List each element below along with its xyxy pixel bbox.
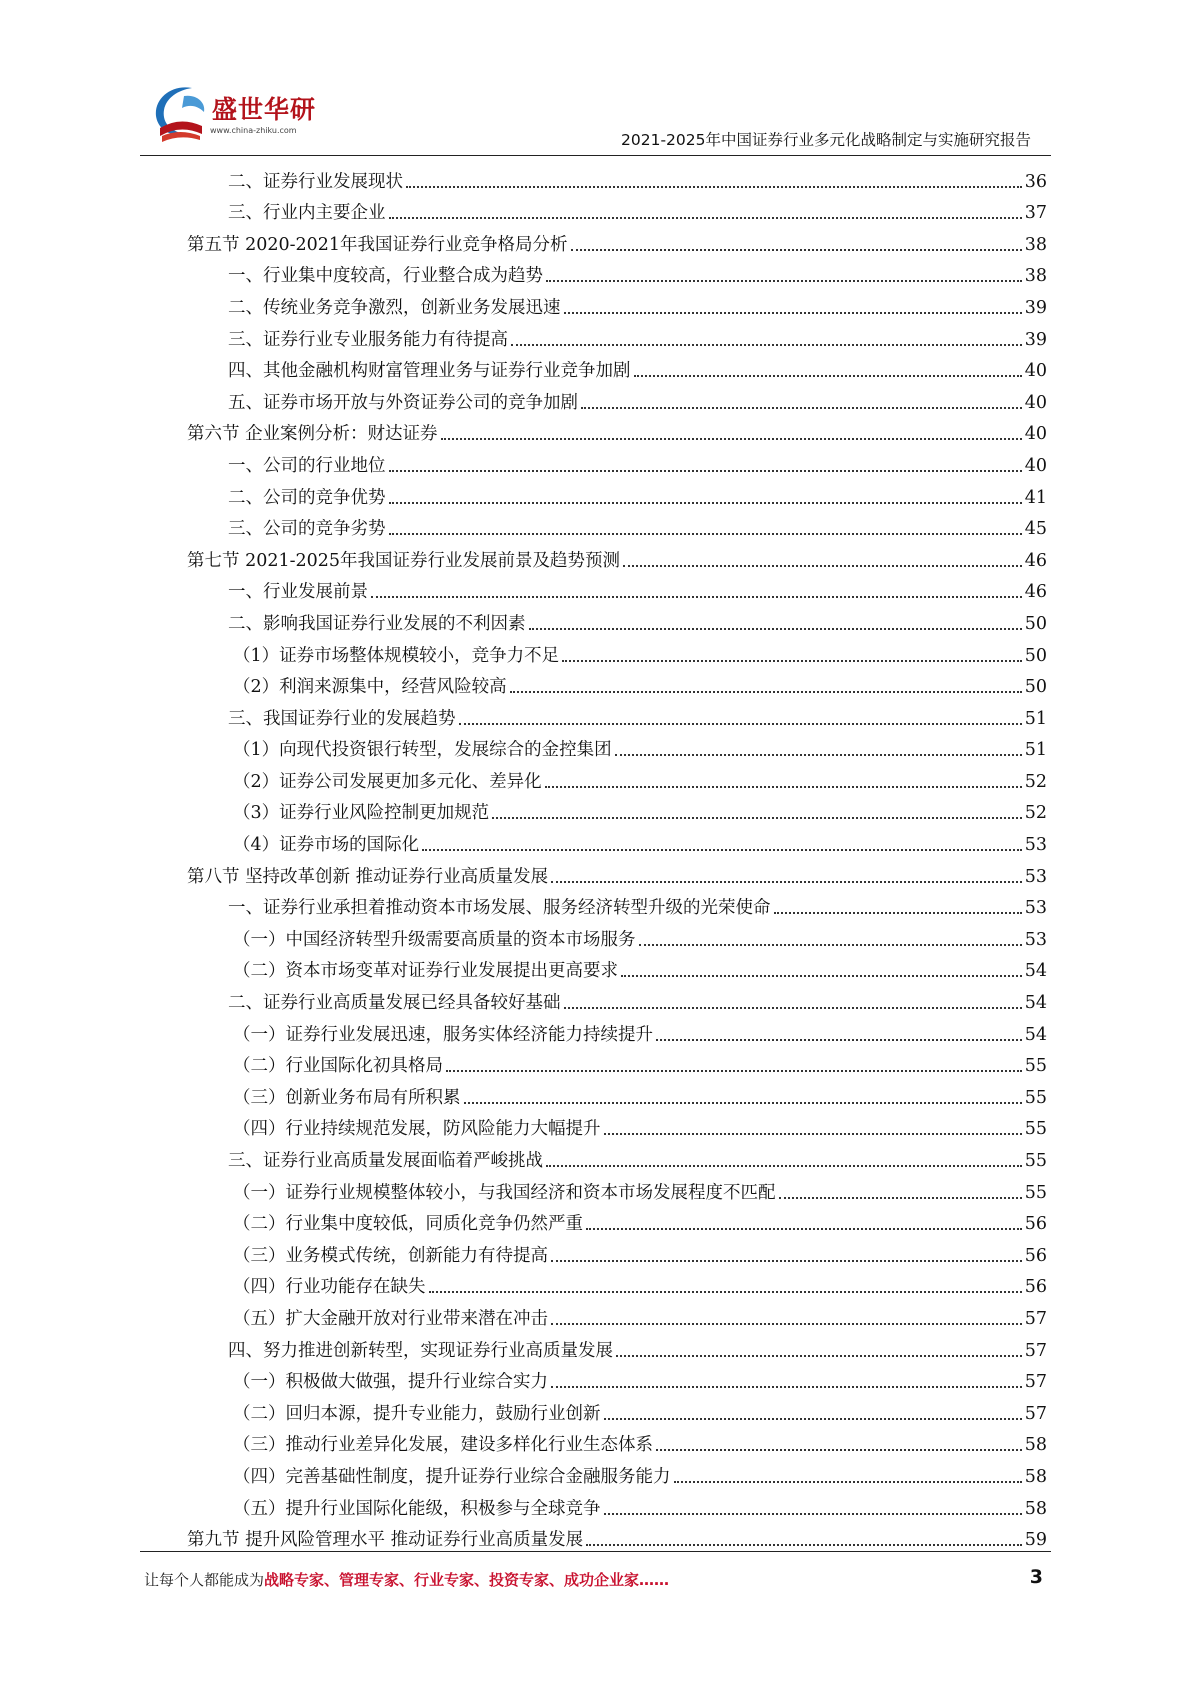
toc-entry-title: （三）业务模式传统，创新能力有待提高 bbox=[233, 1245, 548, 1266]
toc-dot-leader bbox=[615, 754, 1022, 756]
toc-dot-leader bbox=[511, 344, 1022, 346]
toc-dot-leader bbox=[389, 502, 1022, 504]
toc-entry[interactable] bbox=[187, 415, 1047, 447]
toc-dot-leader bbox=[586, 1228, 1022, 1230]
toc-entry-title: 第八节 坚持改革创新 推动证券行业高质量发展 bbox=[187, 866, 549, 887]
toc-entry[interactable] bbox=[187, 1489, 1047, 1521]
toc-dot-leader bbox=[634, 375, 1022, 377]
toc-entry[interactable] bbox=[187, 636, 1047, 668]
toc-entry-title: （一）证券行业规模整体较小，与我国经济和资本市场发展程度不匹配 bbox=[233, 1182, 776, 1203]
toc-dot-leader bbox=[546, 280, 1022, 282]
toc-dot-leader bbox=[621, 975, 1022, 977]
toc-entry-title: 第六节 企业案例分析：财达证券 bbox=[187, 424, 438, 445]
logo-emblem-icon bbox=[148, 82, 212, 146]
toc-entry[interactable] bbox=[187, 1521, 1047, 1553]
toc-entry-title: （二）行业国际化初具格局 bbox=[233, 1056, 443, 1077]
toc-entry[interactable] bbox=[187, 1236, 1047, 1268]
toc-entry-title: （四）行业持续规范发展，防风险能力大幅提升 bbox=[233, 1119, 601, 1140]
toc-entry-title: （一）中国经济转型升级需要高质量的资本市场服务 bbox=[233, 929, 636, 950]
toc-entry-page: 52 bbox=[1024, 803, 1047, 824]
toc-entry-title: 一、行业发展前景 bbox=[228, 582, 368, 603]
toc-dot-leader bbox=[464, 1102, 1022, 1104]
toc-entry[interactable] bbox=[187, 920, 1047, 952]
report-title: 2021-2025年中国证券行业多元化战略制定与实施研究报告 bbox=[621, 131, 1031, 149]
toc-dot-leader bbox=[623, 565, 1022, 567]
toc-dot-leader bbox=[564, 312, 1022, 314]
toc-dot-leader bbox=[581, 407, 1022, 409]
toc-entry-page: 58 bbox=[1024, 1435, 1047, 1456]
toc-entry[interactable] bbox=[187, 1141, 1047, 1173]
toc-entry[interactable] bbox=[187, 162, 1047, 194]
toc-dot-leader bbox=[389, 217, 1022, 219]
toc-entry-title: 二、公司的竞争优势 bbox=[228, 487, 386, 508]
toc-entry-page: 58 bbox=[1024, 1498, 1047, 1519]
toc-entry-page: 39 bbox=[1024, 297, 1047, 318]
toc-entry-title: （四）完善基础性制度，提升证券行业综合金融服务能力 bbox=[233, 1466, 671, 1487]
toc-entry-page: 58 bbox=[1024, 1466, 1047, 1487]
toc-entry[interactable] bbox=[187, 320, 1047, 352]
toc-entry-title: （三）推动行业差异化发展，建设多样化行业生态体系 bbox=[233, 1435, 653, 1456]
toc-entry-page: 55 bbox=[1024, 1151, 1047, 1171]
toc-entry[interactable] bbox=[187, 762, 1047, 794]
table-of-contents bbox=[187, 162, 1047, 1552]
toc-entry[interactable] bbox=[187, 1173, 1047, 1205]
toc-entry-page: 55 bbox=[1024, 1119, 1047, 1140]
toc-entry[interactable] bbox=[187, 1205, 1047, 1237]
toc-entry[interactable] bbox=[187, 1015, 1047, 1047]
toc-entry[interactable] bbox=[187, 952, 1047, 984]
toc-entry[interactable] bbox=[187, 857, 1047, 889]
toc-entry[interactable] bbox=[187, 383, 1047, 415]
toc-dot-leader bbox=[639, 944, 1022, 946]
toc-entry-page: 57 bbox=[1024, 1308, 1047, 1329]
toc-entry[interactable] bbox=[187, 1299, 1047, 1331]
toc-entry-page: 38 bbox=[1024, 266, 1047, 287]
toc-entry-page: 57 bbox=[1024, 1403, 1047, 1424]
toc-entry[interactable] bbox=[187, 794, 1047, 826]
brand-name: 盛世华研 bbox=[212, 95, 317, 124]
toc-entry-page: 37 bbox=[1024, 203, 1047, 224]
toc-entry-title: 一、证券行业承担着推动资本市场发展、服务经济转型升级的光荣使命 bbox=[228, 898, 771, 919]
toc-entry-page: 36 bbox=[1024, 171, 1047, 192]
toc-entry[interactable] bbox=[187, 573, 1047, 605]
toc-entry-title: 一、行业集中度较高，行业整合成为趋势 bbox=[228, 266, 543, 287]
toc-entry[interactable] bbox=[187, 1426, 1047, 1458]
toc-dot-leader bbox=[551, 1386, 1022, 1388]
toc-entry-title: 二、证券行业高质量发展已经具备较好基础 bbox=[228, 993, 561, 1014]
toc-entry-page: 38 bbox=[1024, 234, 1047, 255]
toc-entry-title: （1）向现代投资银行转型，发展综合的金控集团 bbox=[233, 740, 612, 761]
toc-entry-title: （五）提升行业国际化能级，积极参与全球竞争 bbox=[233, 1498, 601, 1519]
toc-entry-title: 四、努力推进创新转型，实现证券行业高质量发展 bbox=[228, 1340, 613, 1361]
toc-entry-page: 40 bbox=[1024, 424, 1047, 445]
toc-dot-leader bbox=[616, 1355, 1022, 1357]
toc-entry-title: （1）证券市场整体规模较小，竞争力不足 bbox=[233, 645, 560, 666]
toc-entry[interactable] bbox=[187, 668, 1047, 700]
toc-entry[interactable] bbox=[187, 478, 1047, 510]
toc-entry-page: 52 bbox=[1024, 771, 1047, 792]
toc-entry[interactable] bbox=[187, 510, 1047, 542]
toc-entry-page: 56 bbox=[1024, 1277, 1047, 1298]
toc-dot-leader bbox=[446, 1070, 1022, 1072]
footer-slogan-highlight: 战略专家、管理专家、行业专家、投资专家、成功企业家…… bbox=[264, 1571, 670, 1589]
toc-dot-leader bbox=[564, 1007, 1022, 1009]
toc-entry-title: 二、传统业务竞争激烈，创新业务发展迅速 bbox=[228, 297, 561, 318]
toc-entry-title: （二）回归本源，提升专业能力，鼓励行业创新 bbox=[233, 1403, 601, 1424]
toc-entry-page: 57 bbox=[1024, 1372, 1047, 1393]
toc-entry-title: （二）资本市场变革对证券行业发展提出更高要求 bbox=[233, 961, 618, 982]
toc-dot-leader bbox=[604, 1513, 1022, 1515]
toc-entry-page: 53 bbox=[1024, 866, 1047, 887]
toc-dot-leader bbox=[371, 596, 1022, 598]
toc-dot-leader bbox=[586, 1544, 1022, 1546]
toc-dot-leader bbox=[674, 1481, 1022, 1483]
toc-entry[interactable] bbox=[187, 257, 1047, 289]
header-divider bbox=[140, 155, 1051, 156]
toc-dot-leader bbox=[422, 849, 1022, 851]
toc-dot-leader bbox=[656, 1039, 1022, 1041]
toc-dot-leader bbox=[389, 470, 1022, 472]
toc-entry[interactable] bbox=[187, 1457, 1047, 1489]
toc-entry-page: 54 bbox=[1024, 961, 1047, 982]
toc-dot-leader bbox=[779, 1197, 1022, 1199]
toc-dot-leader bbox=[562, 660, 1022, 662]
toc-entry-title: 三、我国证券行业的发展趋势 bbox=[228, 708, 456, 729]
toc-entry-title: 第五节 2020-2021年我国证券行业竞争格局分析 bbox=[187, 234, 568, 255]
footer-divider bbox=[140, 1551, 1051, 1552]
toc-entry-title: 第九节 提升风险管理水平 推动证券行业高质量发展 bbox=[187, 1530, 584, 1551]
toc-entry[interactable] bbox=[187, 446, 1047, 478]
toc-entry[interactable] bbox=[187, 604, 1047, 636]
toc-entry-title: （一）证券行业发展迅速，服务实体经济能力持续提升 bbox=[233, 1024, 653, 1045]
footer-slogan bbox=[144, 1569, 669, 1590]
toc-entry[interactable] bbox=[187, 1268, 1047, 1300]
toc-entry-page: 53 bbox=[1024, 835, 1047, 856]
toc-dot-leader bbox=[510, 691, 1022, 693]
toc-entry-page: 53 bbox=[1024, 898, 1047, 919]
toc-entry-title: （3）证券行业风险控制更加规范 bbox=[233, 803, 490, 824]
toc-entry-title: （2）利润来源集中，经营风险较高 bbox=[233, 677, 507, 698]
toc-entry-page: 57 bbox=[1024, 1340, 1047, 1361]
toc-entry-title: 四、其他金融机构财富管理业务与证券行业竞争加剧 bbox=[228, 361, 631, 382]
toc-entry-page: 54 bbox=[1024, 993, 1047, 1014]
toc-entry-title: （4）证券市场的国际化 bbox=[233, 835, 420, 856]
brand-url: www.china-zhiku.com bbox=[210, 126, 297, 135]
toc-entry-title: （五）扩大金融开放对行业带来潜在冲击 bbox=[233, 1308, 548, 1329]
company-logo bbox=[148, 82, 318, 154]
toc-dot-leader bbox=[429, 1291, 1022, 1293]
toc-dot-leader bbox=[774, 912, 1022, 914]
toc-dot-leader bbox=[545, 786, 1022, 788]
toc-entry-page: 40 bbox=[1024, 455, 1047, 476]
toc-dot-leader bbox=[551, 1323, 1022, 1325]
toc-entry[interactable] bbox=[187, 225, 1047, 257]
toc-entry-page: 41 bbox=[1024, 487, 1047, 508]
toc-entry[interactable] bbox=[187, 983, 1047, 1015]
toc-dot-leader bbox=[406, 186, 1022, 188]
toc-entry-page: 50 bbox=[1024, 613, 1047, 634]
toc-dot-leader bbox=[604, 1133, 1022, 1135]
toc-entry[interactable] bbox=[187, 1078, 1047, 1110]
toc-entry-page: 40 bbox=[1024, 392, 1047, 413]
toc-entry[interactable] bbox=[187, 1331, 1047, 1363]
toc-entry-title: 三、证券行业高质量发展面临着严峻挑战 bbox=[228, 1151, 543, 1171]
toc-entry-page: 39 bbox=[1024, 329, 1047, 350]
toc-entry-page: 46 bbox=[1024, 550, 1047, 571]
toc-entry-page: 45 bbox=[1024, 519, 1047, 540]
toc-entry[interactable] bbox=[187, 1363, 1047, 1395]
toc-entry[interactable] bbox=[187, 731, 1047, 763]
toc-entry-title: 一、公司的行业地位 bbox=[228, 455, 386, 476]
toc-entry-page: 55 bbox=[1024, 1182, 1047, 1203]
toc-entry-title: （三）创新业务布局有所积累 bbox=[233, 1087, 461, 1108]
toc-dot-leader bbox=[546, 1165, 1022, 1167]
toc-entry-page: 40 bbox=[1024, 361, 1047, 382]
toc-entry-title: 三、行业内主要企业 bbox=[228, 203, 386, 224]
toc-entry-page: 53 bbox=[1024, 929, 1047, 950]
toc-entry[interactable] bbox=[187, 1394, 1047, 1426]
toc-dot-leader bbox=[389, 533, 1022, 535]
toc-dot-leader bbox=[571, 249, 1022, 251]
toc-entry[interactable] bbox=[187, 699, 1047, 731]
toc-entry-page: 55 bbox=[1024, 1056, 1047, 1077]
toc-entry-title: （一）积极做大做强，提升行业综合实力 bbox=[233, 1372, 548, 1393]
toc-entry-page: 50 bbox=[1024, 677, 1047, 698]
toc-entry-title: 第七节 2021-2025年我国证券行业发展前景及趋势预测 bbox=[187, 550, 621, 571]
toc-entry-title: （四）行业功能存在缺失 bbox=[233, 1277, 426, 1298]
toc-dot-leader bbox=[551, 881, 1022, 883]
toc-entry-page: 56 bbox=[1024, 1245, 1047, 1266]
toc-entry[interactable] bbox=[187, 288, 1047, 320]
toc-entry[interactable] bbox=[187, 889, 1047, 921]
toc-entry-page: 51 bbox=[1024, 740, 1047, 761]
toc-dot-leader bbox=[441, 438, 1022, 440]
toc-entry-page: 46 bbox=[1024, 582, 1047, 603]
toc-entry[interactable] bbox=[187, 1047, 1047, 1079]
toc-dot-leader bbox=[604, 1418, 1022, 1420]
toc-entry[interactable] bbox=[187, 825, 1047, 857]
toc-entry-title: 五、证券市场开放与外资证券公司的竞争加剧 bbox=[228, 392, 578, 413]
toc-entry[interactable] bbox=[187, 541, 1047, 573]
page-number: 3 bbox=[1029, 1566, 1043, 1588]
toc-entry-page: 51 bbox=[1024, 708, 1047, 729]
toc-entry-title: 三、公司的竞争劣势 bbox=[228, 519, 386, 540]
toc-dot-leader bbox=[459, 723, 1022, 725]
toc-entry-page: 59 bbox=[1024, 1530, 1047, 1551]
toc-dot-leader bbox=[492, 817, 1022, 819]
footer-slogan-prefix: 让每个人都能成为 bbox=[144, 1571, 265, 1589]
toc-entry[interactable] bbox=[187, 194, 1047, 226]
toc-dot-leader bbox=[656, 1449, 1022, 1451]
toc-entry-title: （二）行业集中度较低，同质化竞争仍然严重 bbox=[233, 1214, 583, 1235]
toc-dot-leader bbox=[529, 628, 1022, 630]
toc-entry-title: 二、影响我国证券行业发展的不利因素 bbox=[228, 613, 526, 634]
toc-entry-title: （2）证券公司发展更加多元化、差异化 bbox=[233, 771, 542, 792]
toc-entry[interactable] bbox=[187, 1110, 1047, 1142]
toc-entry-page: 54 bbox=[1024, 1024, 1047, 1045]
toc-dot-leader bbox=[551, 1260, 1022, 1262]
toc-entry-title: 二、证券行业发展现状 bbox=[228, 171, 403, 192]
toc-entry-page: 50 bbox=[1024, 645, 1047, 666]
toc-entry-page: 55 bbox=[1024, 1087, 1047, 1108]
toc-entry-title: 三、证券行业专业服务能力有待提高 bbox=[228, 329, 508, 350]
toc-entry-page: 56 bbox=[1024, 1214, 1047, 1235]
toc-entry[interactable] bbox=[187, 352, 1047, 384]
